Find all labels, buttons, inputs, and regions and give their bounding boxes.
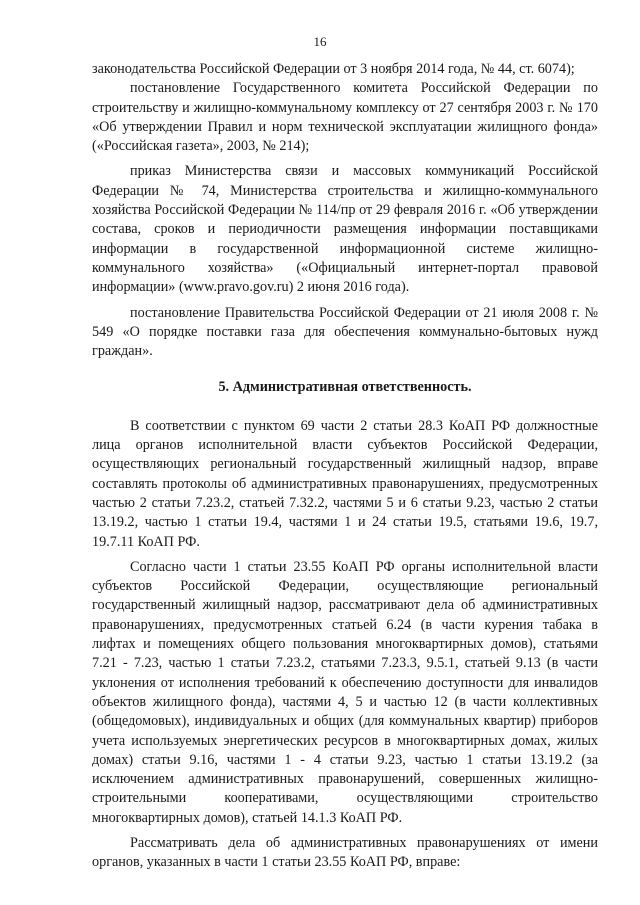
section-heading: 5. Административная ответственность. <box>218 379 472 396</box>
paragraph-ministry-order: приказ Министерства связи и массовых коммуникаций Российской Федерации № 74, Министерства строительства и жилищно-коммунального хозяйства Российской Федерации № 114/пр от 29 февраля 2016 г. «Об утверждении состава, сроков и периодичности размещения информации поставщиками информации в государственной информационной системе жилищно-коммунального хозяйства» («Официальный интернет-портал правовой информации» (www.pravo.gov.ru) 2 июня 2016 года). <box>92 163 598 296</box>
paragraph-protocol-authority: В соответствии с пунктом 69 части 2 статьи 28.3 КоАП РФ должностные лица органов исполнительной власти субъектов Российской Федерации, осуществляющих региональный государственный жилищный надзор, вправе составлять протоколы об административных правонарушениях, предусмотренных частью 2 статьи 7.23.2, статьей 7.32.2, частями 5 и 6 статьи 9.23, частью 2 статьи 13.19.2, частью 1 статьи 19.4, частями 1 и 24 статьи 19.5, статьями 19.6, 19.7, 19.7.11 КоАП РФ. <box>92 417 598 550</box>
document-body <box>92 60 598 873</box>
page-number: 16 <box>313 34 327 49</box>
paragraph-government-resolution: постановление Правительства Российской Федерации от 21 июля 2008 г. № 549 «О порядке поставки газа для обеспечения коммунально-бытовых нужд граждан». <box>92 304 598 360</box>
paragraph-case-review-authority: Согласно части 1 статьи 23.55 КоАП РФ органы исполнительной власти субъектов Российской Федерации, осуществляющие региональный государственный жилищный надзор, рассматривают дела об административных правонарушениях, предусмотренных статьей 6.24 (в части курения табака в лифтах и помещениях общего пользования многоквартирных домов), статьями 7.21 - 7.23, частью 1 статьи 7.23.2, статьями 7.23.3, 9.5.1, статьей 9.13 (в части уклонения от исполнения требований к обеспечению доступности для инвалидов объектов жилищного фонда), частями 4, 5 и частью 12 (в части коллективных (общедомовых), индивидуальных и общих (для коммунальных квартир) приборов учета используемых энергетических ресурсов в многоквартирных домах, жилых домах) статьи 9.16, частями 1 - 4 статьи 9.23, частью 1 статьи 13.19.2 (за исключением административных правонарушений, совершенных жилищно-строительными кооперативами, осуществляющими строительство многоквартирных домов), статьей 14.1.3 КоАП РФ. <box>92 558 598 826</box>
paragraph-review-on-behalf: Рассматривать дела об административных правонарушениях от имени органов, указанных в части 1 статьи 23.55 КоАП РФ, вправе: <box>92 834 598 871</box>
paragraph-law-continuation: законодательства Российской Федерации от 3 ноября 2014 года, № 44, ст. 6074); <box>92 61 575 77</box>
paragraph-gosstroy-resolution: постановление Государственного комитета Российской Федерации по строительству и жилищно-коммунальному комплексу от 27 сентября 2003 г. № 170 «Об утверждении Правил и норм технической эксплуатации жилищного фонда» («Российская газета», 2003, № 214); <box>92 80 598 155</box>
